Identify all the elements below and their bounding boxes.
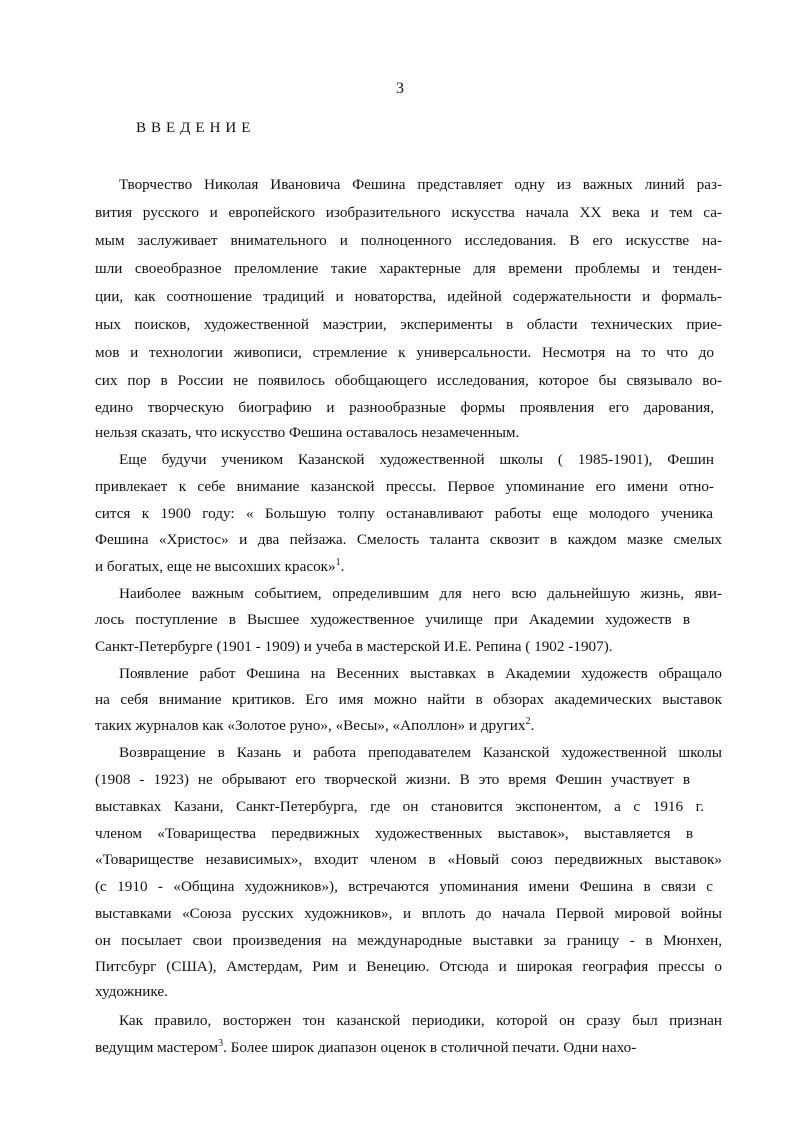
text-line: Появление работ Фешина на Весенних выставках в Академии художеств обращало (119, 665, 722, 682)
text-line: художнике. (95, 983, 168, 1000)
text-line: Еще будучи учеником Казанской художественной школы ( 1985-1901), Фешин (119, 451, 714, 468)
text-line (95, 1038, 636, 1058)
text-line: Питсбург (США), Амстердам, Рим и Венецию. Отсюда и широкая география прессы о (95, 958, 722, 975)
footnote-ref: 2 (525, 716, 531, 727)
text-line: выставках Казани, Санкт-Петербурга, где он становится экспонентом, а с 1916 г. (95, 798, 704, 815)
text-line-main: таких журналов как «Золотое руно», «Весы», «Аполлон» и других (95, 717, 526, 734)
text-line-tail: . (530, 717, 535, 734)
text-line: на себя внимание критиков. Его имя можно найти в обзорах академических выставок (95, 691, 722, 708)
text-line: сится к 1900 году: « Большую толпу останавливают работы еще молодого ученика (95, 505, 713, 522)
text-line: шли своеобразное преломление такие характерные для времени проблемы и тенден- (95, 260, 722, 277)
footnote-ref: 1 (335, 557, 341, 568)
page-number: 3 (396, 80, 404, 97)
text-line: (с 1910 - «Община художников»), встречаются упоминания имени Фешина в связи с (95, 878, 713, 895)
text-line: ных поисков, художественной маэстрии, эксперименты в области технических прие- (95, 316, 722, 333)
text-line: сих пор в России не появилось обобщающего исследования, которое бы связывало во- (95, 372, 722, 389)
text-line: Как правило, восторжен тон казанской периодики, которой он сразу был признан (119, 1012, 722, 1029)
text-line: ции, как соотношение традиций и новаторства, идейной содержательности и формаль- (95, 288, 722, 305)
text-line-tail: . Более широк диапазон оценок в столичной печати. Одни нахо- (223, 1039, 637, 1056)
text-line: Фешина «Христос» и два пейзажа. Смелость таланта сквозит в каждом мазке смелых (95, 531, 722, 548)
text-line: Возвращение в Казань и работа преподавателем Казанской художественной школы (119, 744, 722, 761)
text-line: Творчество Николая Ивановича Фешина представляет одну из важных линий раз- (119, 176, 722, 193)
text-line: Санкт-Петербурге (1901 - 1909) и учеба в мастерской И.Е. Репина ( 1902 -1907). (95, 638, 613, 655)
text-line: лось поступление в Высшее художественное училище при Академии художеств в (95, 611, 690, 628)
text-line-tail: . (340, 558, 345, 575)
text-line: Наиболее важным событием, определившим для него всю дальнейшую жизнь, яви- (119, 585, 722, 602)
section-heading: ВВЕДЕНИЕ (136, 120, 256, 136)
footnote-ref: 3 (218, 1038, 224, 1049)
text-line (95, 716, 534, 736)
text-line: «Товариществе независимых», входит членом в «Новый союз передвижных выставок» (95, 851, 722, 868)
text-line: вития русского и европейского изобразительного искусства начала XX века и тем са- (95, 204, 722, 221)
text-line-main: ведущим мастером (95, 1039, 219, 1056)
text-line: привлекает к себе внимание казанской прессы. Первое упоминание его имени отно- (95, 478, 714, 495)
text-line: мым заслуживает внимательного и полноценного исследования. В его искусстве на- (95, 232, 722, 249)
text-line (95, 557, 344, 577)
text-line: выставками «Союза русских художников», и вплоть до начала Первой мировой войны (95, 905, 722, 922)
text-line: нельзя сказать, что искусство Фешина оставалось незамеченным. (95, 424, 520, 441)
text-line: он посылает свои произведения на международные выставки за границу - в Мюнхен, (95, 932, 722, 949)
text-line-main: и богатых, еще не высохших красок» (95, 558, 336, 575)
text-line: (1908 - 1923) не обрывают его творческой жизни. В это время Фешин участвует в (95, 771, 690, 788)
text-line: едино творческую биографию и разнообразные формы проявления его дарования, (95, 399, 714, 416)
text-line: членом «Товарищества передвижных художественных выставок», выставляется в (95, 825, 693, 842)
text-line: мов и технологии живописи, стремление к универсальности. Несмотря на то что до (95, 344, 714, 361)
